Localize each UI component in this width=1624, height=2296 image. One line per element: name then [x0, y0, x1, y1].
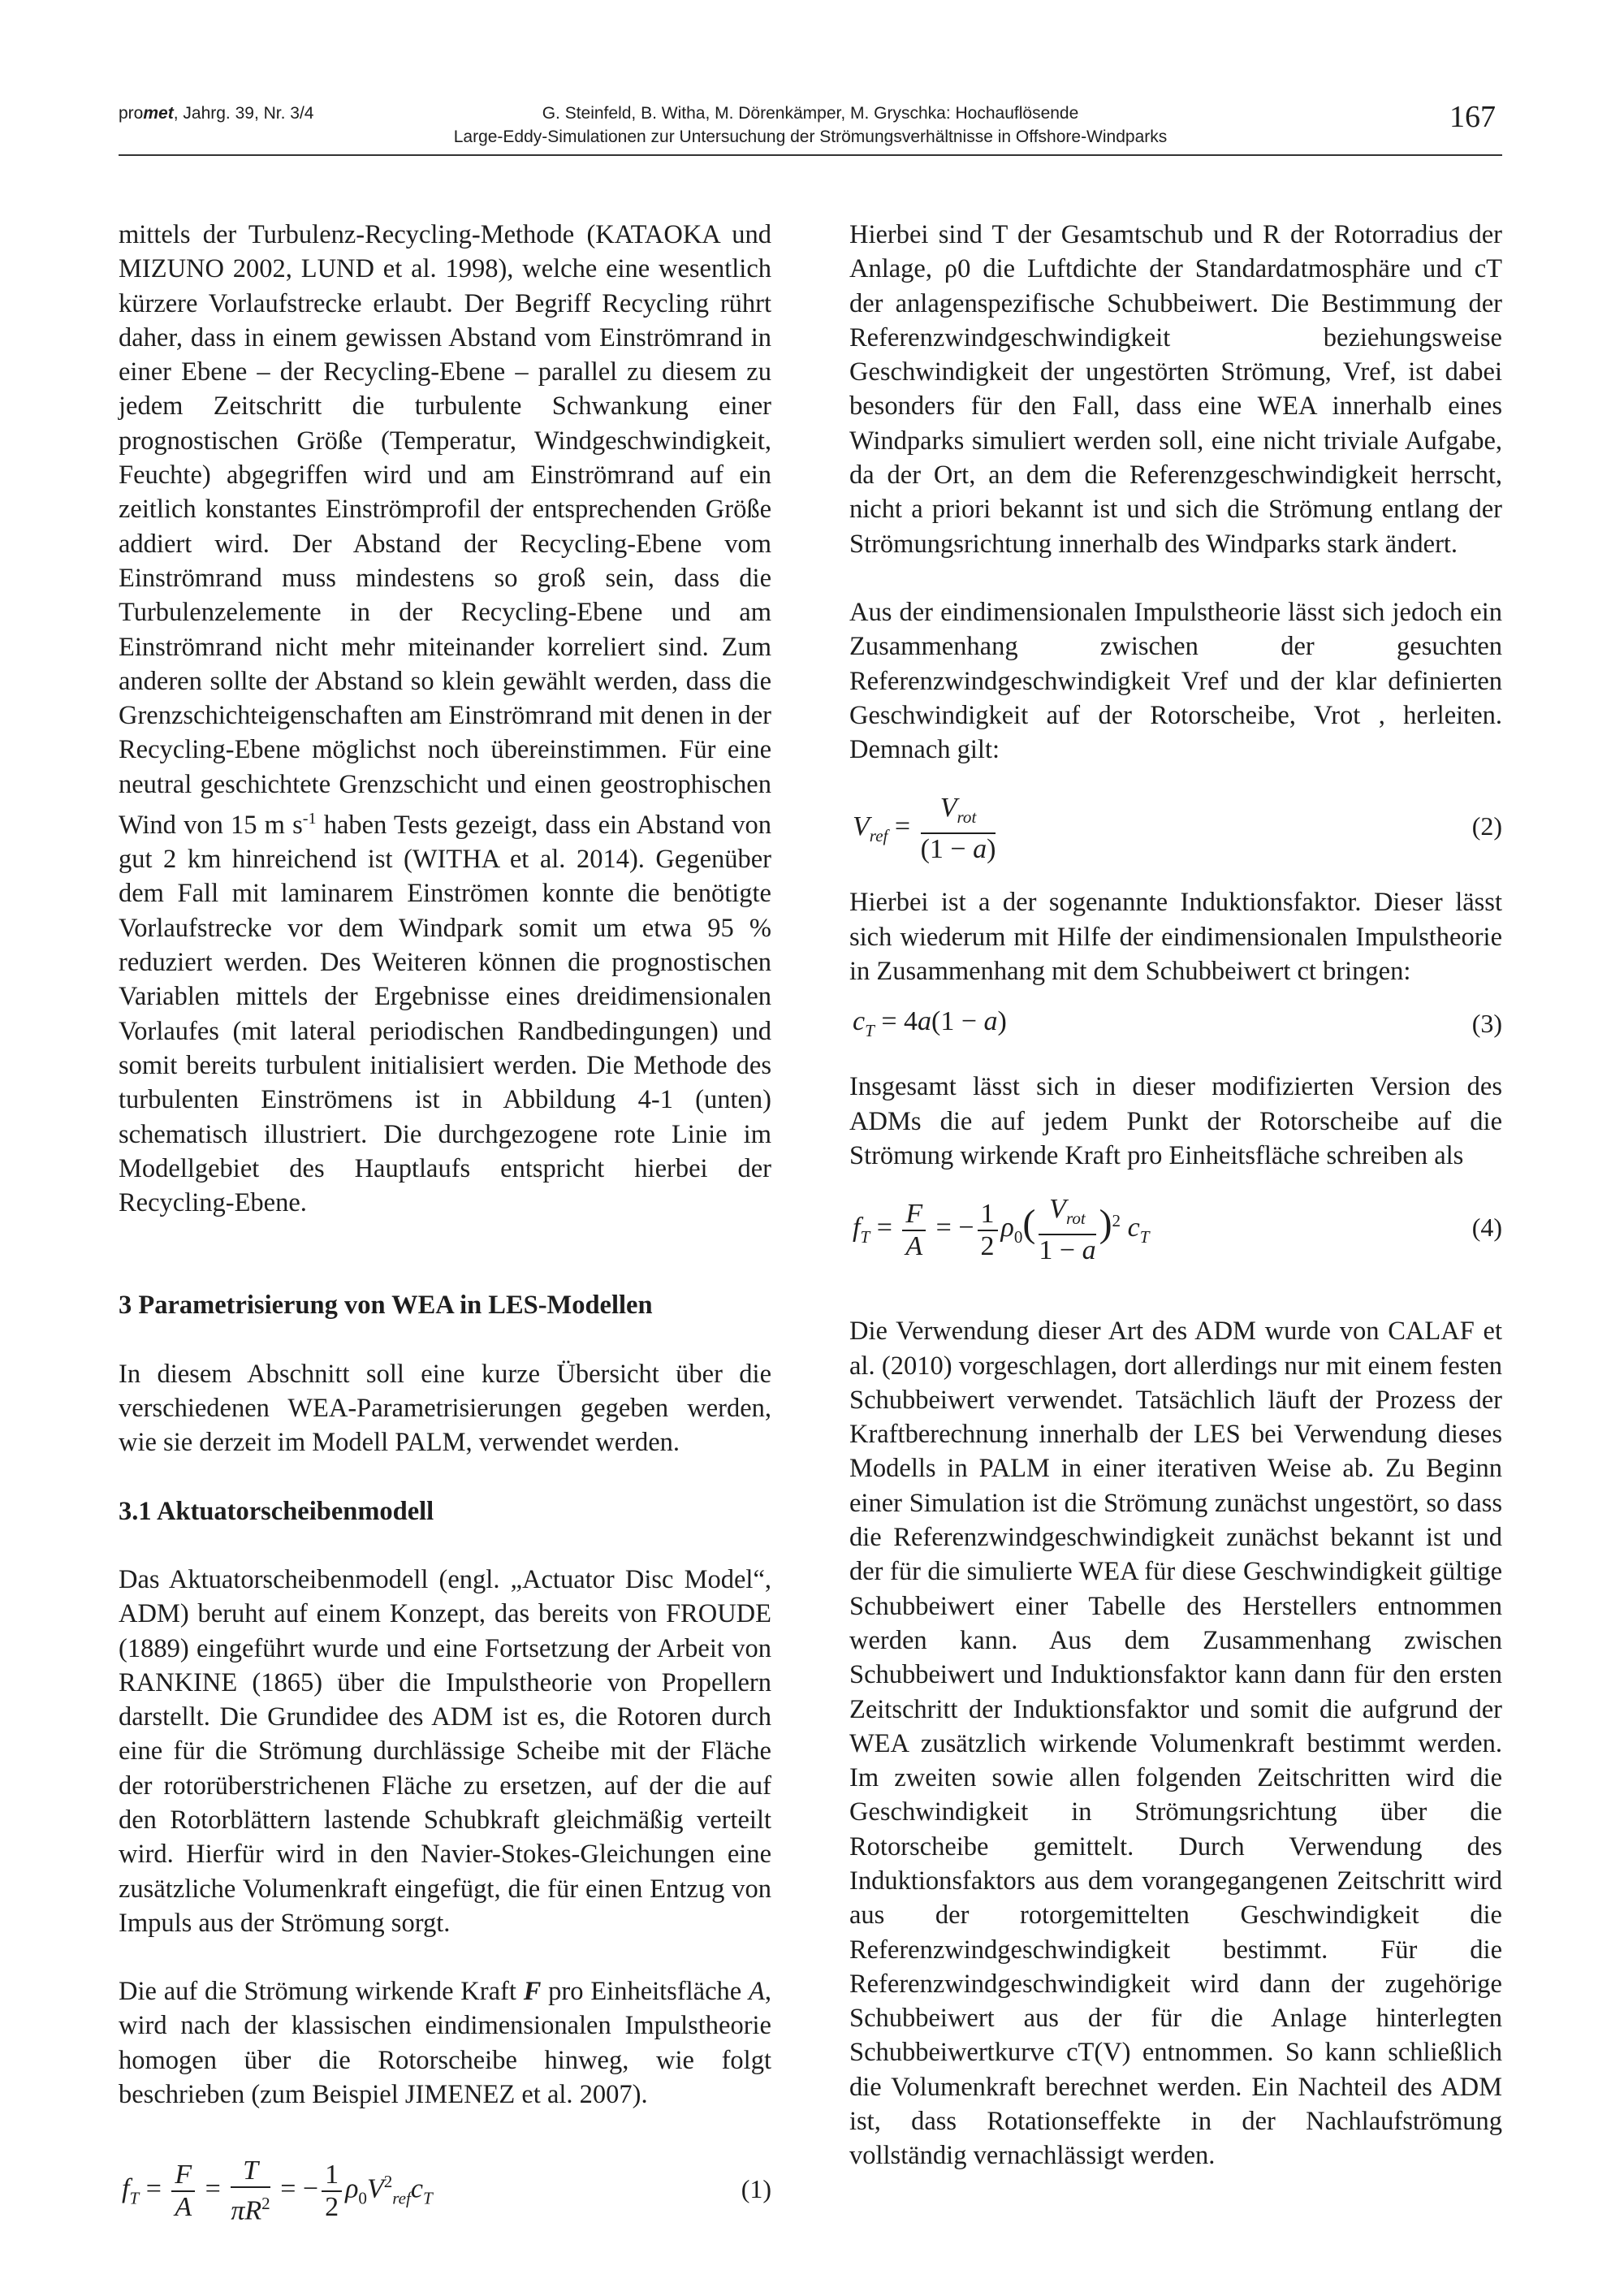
text-fragment: pro Einheitsfläche	[541, 1977, 749, 2007]
equation-1-formula: $f_T$ = $\frac{F}{A}$ = $\frac{T}{\pi R^2}$ = − $\frac{1}{2}$ $\rho_0V^2_{ref}c_T$	[122, 2155, 433, 2226]
equation-4	[849, 1184, 1502, 1290]
left-column	[119, 218, 771, 2224]
journal-name-met: met	[143, 104, 174, 123]
journal-name-pro: pro	[119, 104, 144, 123]
symbol-A: A	[749, 1977, 765, 2007]
symbol-F: F	[523, 1977, 542, 2007]
paragraph-force-description	[119, 1974, 771, 2112]
equation-3-number: (3)	[1471, 1009, 1502, 1039]
paragraph-iterative-process: Die Verwendung dieser Art des ADM wurde von CALAF et al. (2010) vorgeschlagen, dort allerdings nur mit einem festen Schubbeiwert verwendet. Tatsächlich läuft der Prozess der Kraftberechnung innerhalb der LES bei Verwendung dieses Modells in PALM in einer iterativen Weise ab. Zu Beginn einer Simulation ist die Strömung zunächst ungestört, so dass die Referenzwindgeschwindigkeit zunächst bekannt ist und der für die simulierte WEA für diese Geschwindigkeit gültige Schubbeiwert einer Tabelle des Herstellers entnommen werden kann. Aus dem Zusammenhang zwischen Schubbeiwert und Induktionsfaktor kann dann für den ersten Zeitschritt der Induktionsfaktor und somit die aufgrund der WEA zusätzlich wirkende Volumenkraft bestimmt werden. Im zweiten sowie allen folgenden Zeitschritten wird die Geschwindigkeit in Strömungsrichtung über die Rotorscheibe gemittelt. Durch Verwendung des Induktionsfaktors aus dem vorangegangenen Zeitschritt wird aus der rotorgemittelten Geschwindigkeit die Referenzwindgeschwindigkeit bestimmt. Für die Referenzwindgeschwindigkeit wird dann der zugehörige Schubbeiwert aus der für die Anlage hinterlegten Schubbeiwertkurve cT(V) entnommen. So kann schließlich die Volumenkraft berechnet werden. Ein Nachteil des ADM ist, dass Rotationseffekte in der Nachlaufströmung vollständig vernachlässigt werden.	[849, 1317, 1502, 2171]
paragraph-adm-intro: Das Aktuatorscheibenmodell (engl. „Actuator Disc Model“, ADM) beruht auf einem Konzept, das bereits von FROUDE (1889) eingeführt wurde und eine Fortsetzung der Arbeit von RANKINE (1865) über die Impulstheorie von Propellern darstellt. Die Grundidee des ADM ist es, die Rotoren durch eine für die Strömung durchlässige Scheibe mit der Fläche der rotorüberstrichenen Fläche zu ersetzen, auf der die auf den Rotorblättern lastende Schubkraft gleichmäßig verteilt wird. Hierfür wird in den Navier-Stokes-Gleichungen eine zusätzliche Volumenkraft eingefügt, die für einen Entzug von Impuls aus der Strömung sorgt.	[119, 1564, 771, 1938]
equation-2	[849, 783, 1502, 877]
paragraph-section-intro: In diesem Abschnitt soll eine kurze Übersicht über die verschiedenen WEA-Parametrisierungen gegeben werden, wie sie derzeit im Modell PALM, verwendet werden.	[119, 1359, 771, 1458]
equation-1	[119, 2146, 771, 2224]
subsection-heading-3-1: 3.1 Aktuatorscheibenmodell	[119, 1496, 434, 1526]
text-fragment: , wird nach der klassischen eindimensionalen Impulstheorie homogen über die Rotorscheibe hinweg, wie folgt beschrieben (zum Beispiel JIMENEZ et al. 2007).	[119, 1977, 772, 2110]
equation-1-number: (1)	[741, 2174, 771, 2204]
running-header	[119, 101, 1502, 156]
page-number: 167	[1449, 100, 1496, 134]
unit-exponent: -1	[302, 810, 317, 828]
paragraph-induction-factor: Hierbei ist a der sogenannte Induktionsfaktor. Dieser lässt sich wiederum mit Hilfe der eindimensionalen Impulstheorie in Zusammenhang mit dem Schubbeiwert ct bringen:	[849, 888, 1502, 987]
paragraph-recycling-text-cont: haben Tests gezeigt, dass ein Abstand von gut 2 km hinreichend ist (WITHA et al. 2014). Gegenüber dem Fall mit laminarem Einströmen konnte die benötigte Vorlaufstrecke vor dem Windpark somit um etwa 95 % reduziert werden. Des Weiteren können die prognostischen Variablen mittels der Ergebnisse eines dreidimensionalen Vorlaufes (mit lateral periodischen Randbedingungen) und somit bereits turbulent initialisiert werden. Die Methode des turbulenten Einströmens ist in Abbildung 4-1 (unten) schematisch illustriert. Die durchgezogene rote Linie im Modellgebiet des Hauptlaufs entspricht hierbei der Recycling-Ebene.	[119, 810, 771, 1218]
paragraph-modified-adm: Insgesamt lässt sich in dieser modifizierten Version des ADMs die auf jedem Punkt der Rotorscheibe auf die Strömung wirkende Kraft pro Einheitsfläche schreiben als	[849, 1072, 1502, 1170]
equation-2-number: (2)	[1471, 811, 1502, 841]
paragraph-impulse-theory: Aus der eindimensionalen Impulstheorie lässt sich jedoch ein Zusammenhang zwischen der gesuchten Referenzwindgeschwindigkeit Vref und der klar definierten Geschwindigkeit auf der Rotorscheibe, Vrot , herleiten. Demnach gilt:	[849, 597, 1502, 765]
text-fragment: Die auf die Strömung wirkende Kraft	[119, 1977, 524, 2007]
equation-4-number: (4)	[1471, 1213, 1502, 1243]
equation-3-formula: $c_T = 4a(1 - a)$	[853, 1006, 1007, 1041]
paragraph-symbols: Hierbei sind T der Gesamtschub und R der Rotorradius der Anlage, ρ0 die Luftdichte der Standardatmosphäre und cT der anlagenspezifische Schubbeiwert. Die Bestimmung der Referenzwindgeschwindigkeit beziehungsweise Geschwindigkeit der ungestörten Strömung, Vref, ist dabei besonders für den Fall, dass eine WEA innerhalb eines Windparks simuliert werden soll, eine nicht triviale Aufgabe, da der Ort, an dem die Referenzgeschwindigkeit herrscht, nicht a priori bekannt ist und sich die Strömung entlang der Strömungsrichtung innerhalb des Windparks stark ändert.	[849, 220, 1502, 559]
equation-4-formula: $f_T$ = $\frac{F}{A}$ = − $\frac{1}{2}$ $\rho_0$( $\frac{V_{rot}}{1 - a}$ )$^2$ $c_T$	[853, 1194, 1150, 1266]
header-authors: G. Steinfeld, B. Witha, M. Dörenkämper, M. Gryschka: Hochauflösende	[542, 104, 1079, 123]
header-title: Large-Eddy-Simulationen zur Untersuchung der Strömungsverhältnisse in Offshore-Windparks	[453, 128, 1168, 146]
section-heading-3: 3 Parametrisierung von WEA in LES-Modellen	[119, 1291, 653, 1321]
right-column	[849, 218, 1502, 2173]
equation-3	[849, 988, 1502, 1053]
journal-volume: , Jahrg. 39, Nr. 3/4	[173, 104, 314, 123]
equation-2-formula: $V_{ref}$ = $\frac{V_{rot}}{(1 - a)}$	[853, 793, 996, 865]
paragraph-recycling-text: mittels der Turbulenz-Recycling-Methode (KATAOKA und MIZUNO 2002, LUND et al. 1998), welche eine wesentlich kürzere Vorlaufstrecke erlaubt. Der Begriff Recycling rührt daher, dass in einem gewissen Abstand vom Einströmrand in einer Ebene – der Recycling-Ebene – parallel zu diesem zu jedem Zeitschritt die turbulente Schwankung einer prognostischen Größe (Temperatur, Windgeschwindigkeit, Feuchte) abgegriffen wird und am Einströmrand auf ein zeitlich konstantes Einströmprofil der entsprechenden Größe addiert wird. Der Abstand der Recycling-Ebene vom Einströmrand muss mindestens so groß sein, dass die Turbulenzelemente in der Recycling-Ebene und am Einströmrand nicht mehr miteinander korreliert sind. Zum anderen sollte der Abstand so klein gewählt werden, dass die Grenzschichteigenschaften am Einströmrand mit denen in der Recycling-Ebene möglichst noch übereinstimmen. Für eine neutral geschichtete Grenzschicht und einen geostrophischen Wind von 15 m s	[119, 220, 771, 840]
paragraph-recycling	[119, 218, 771, 1220]
